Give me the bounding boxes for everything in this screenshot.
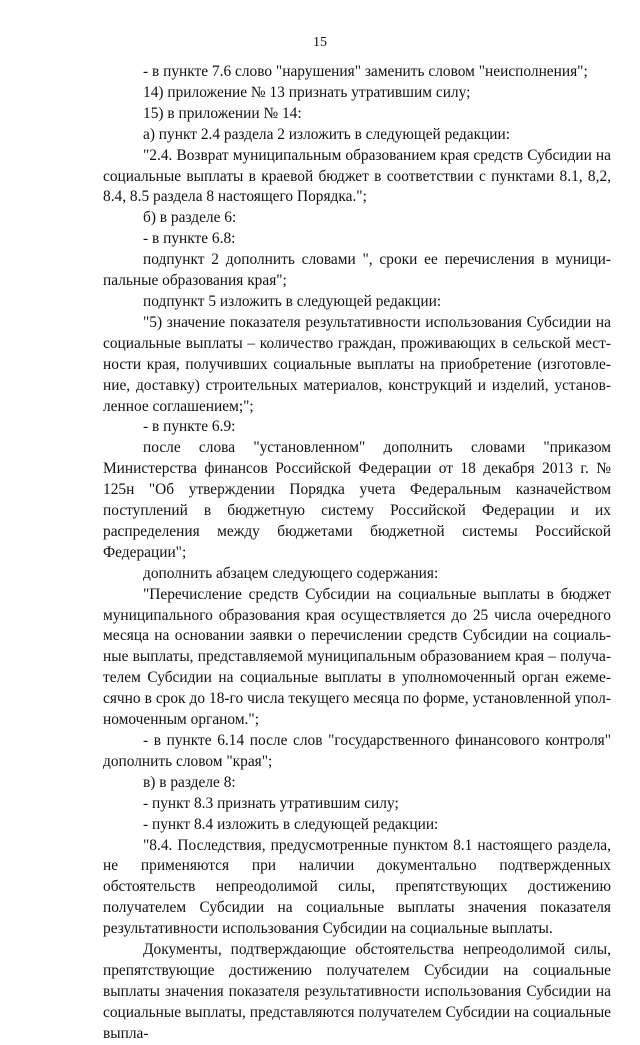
- paragraph-1: - в пункте 7.6 слово "нарушения" заменить словом "неисполнения";: [143, 63, 588, 80]
- paragraph-19: "8.4. Последствия, предусмотренные пунктом 8.1 настоящего раздела, не применяются при наличии документально подтвержденных обстоятельств непреодолимой силы, препятствующих достижению получателем Субсидии на социальные выплаты значения показателя результативности использования Субсидии на социальные выплаты.: [103, 836, 611, 938]
- paragraph-9: подпункт 5 изложить в следующей редакции:: [143, 292, 442, 310]
- paragraph-14: "Перечисление средств Субсидии на социальные выплаты в бюджет муниципального образования края осуществляется до 25 числа очередного месяца на основании заявки о перечислении средств Субсидии на социальные выплаты, представляемой муниципальным образованием края – получателем Субсидии на социальные выплаты в уполномоченный орган ежемесячно в срок до 18-го числа текущего месяца по форме, установленной уполномоченным органом.";: [103, 585, 611, 729]
- paragraph-7: - в пункте 6.8:: [143, 230, 236, 248]
- paragraph-10: "5) значение показателя результативности использования Субсидии на социальные выплаты – количество граждан, проживающих в сельской местности края, получивших социальные выплаты на приобретение (изготовление, доставку) строительных материалов, конструкций и изделий, установленное соглашением;";: [103, 313, 611, 415]
- paragraph-4: а) пункт 2.4 раздела 2 изложить в следующей редакции:: [143, 125, 511, 143]
- page-number: 15: [313, 35, 327, 50]
- paragraph-3: 15) в приложении № 14:: [143, 104, 302, 122]
- paragraph-13: дополнить абзацем следующего содержания:: [143, 564, 439, 582]
- paragraph-5: "2.4. Возврат муниципальным образованием края средств Субсидии на социальные выплаты в краевой бюджет в соответствии с пунктами 8.1, 8,2, 8.4, 8.5 раздела 8 настоящего Порядка.";: [103, 146, 611, 206]
- paragraph-15: - в пункте 6.14 после слов "государственного финансового контроля" дополнить словом "края";: [103, 732, 611, 770]
- paragraph-2: 14) приложение № 13 признать утратившим силу;: [143, 83, 471, 101]
- paragraph-18: - пункт 8.4 изложить в следующей редакции:: [143, 815, 439, 833]
- paragraph-11: - в пункте 6.9:: [143, 418, 236, 436]
- paragraph-6: б) в разделе 6:: [143, 209, 237, 227]
- paragraph-17: - пункт 8.3 признать утратившим силу;: [143, 794, 399, 812]
- paragraph-16: в) в разделе 8:: [143, 773, 236, 791]
- paragraph-12: после слова "установленном" дополнить словами "приказом Министерства финансов Российской Федерации от 18 декабря 2013 г. № 125н "Об утверждении Порядка учета Федеральным казначейством поступлений в бюджетную систему Российской Федерации и их распределения между бюджетами бюджетной системы Российской Федерации";: [103, 439, 611, 561]
- document-body: [103, 62, 611, 1045]
- paragraph-20: Документы, подтверждающие обстоятельства непреодолимой силы, препятствующие достижению получателем Субсидии на социальные выплаты значения показателя результативности использования Субсидии на социальные выплаты, представляются получателем Субсидии на социальные выпла-: [103, 941, 611, 1042]
- paragraph-8: подпункт 2 дополнить словами ", сроки ее перечисления в муниципальные образования края";: [103, 251, 611, 290]
